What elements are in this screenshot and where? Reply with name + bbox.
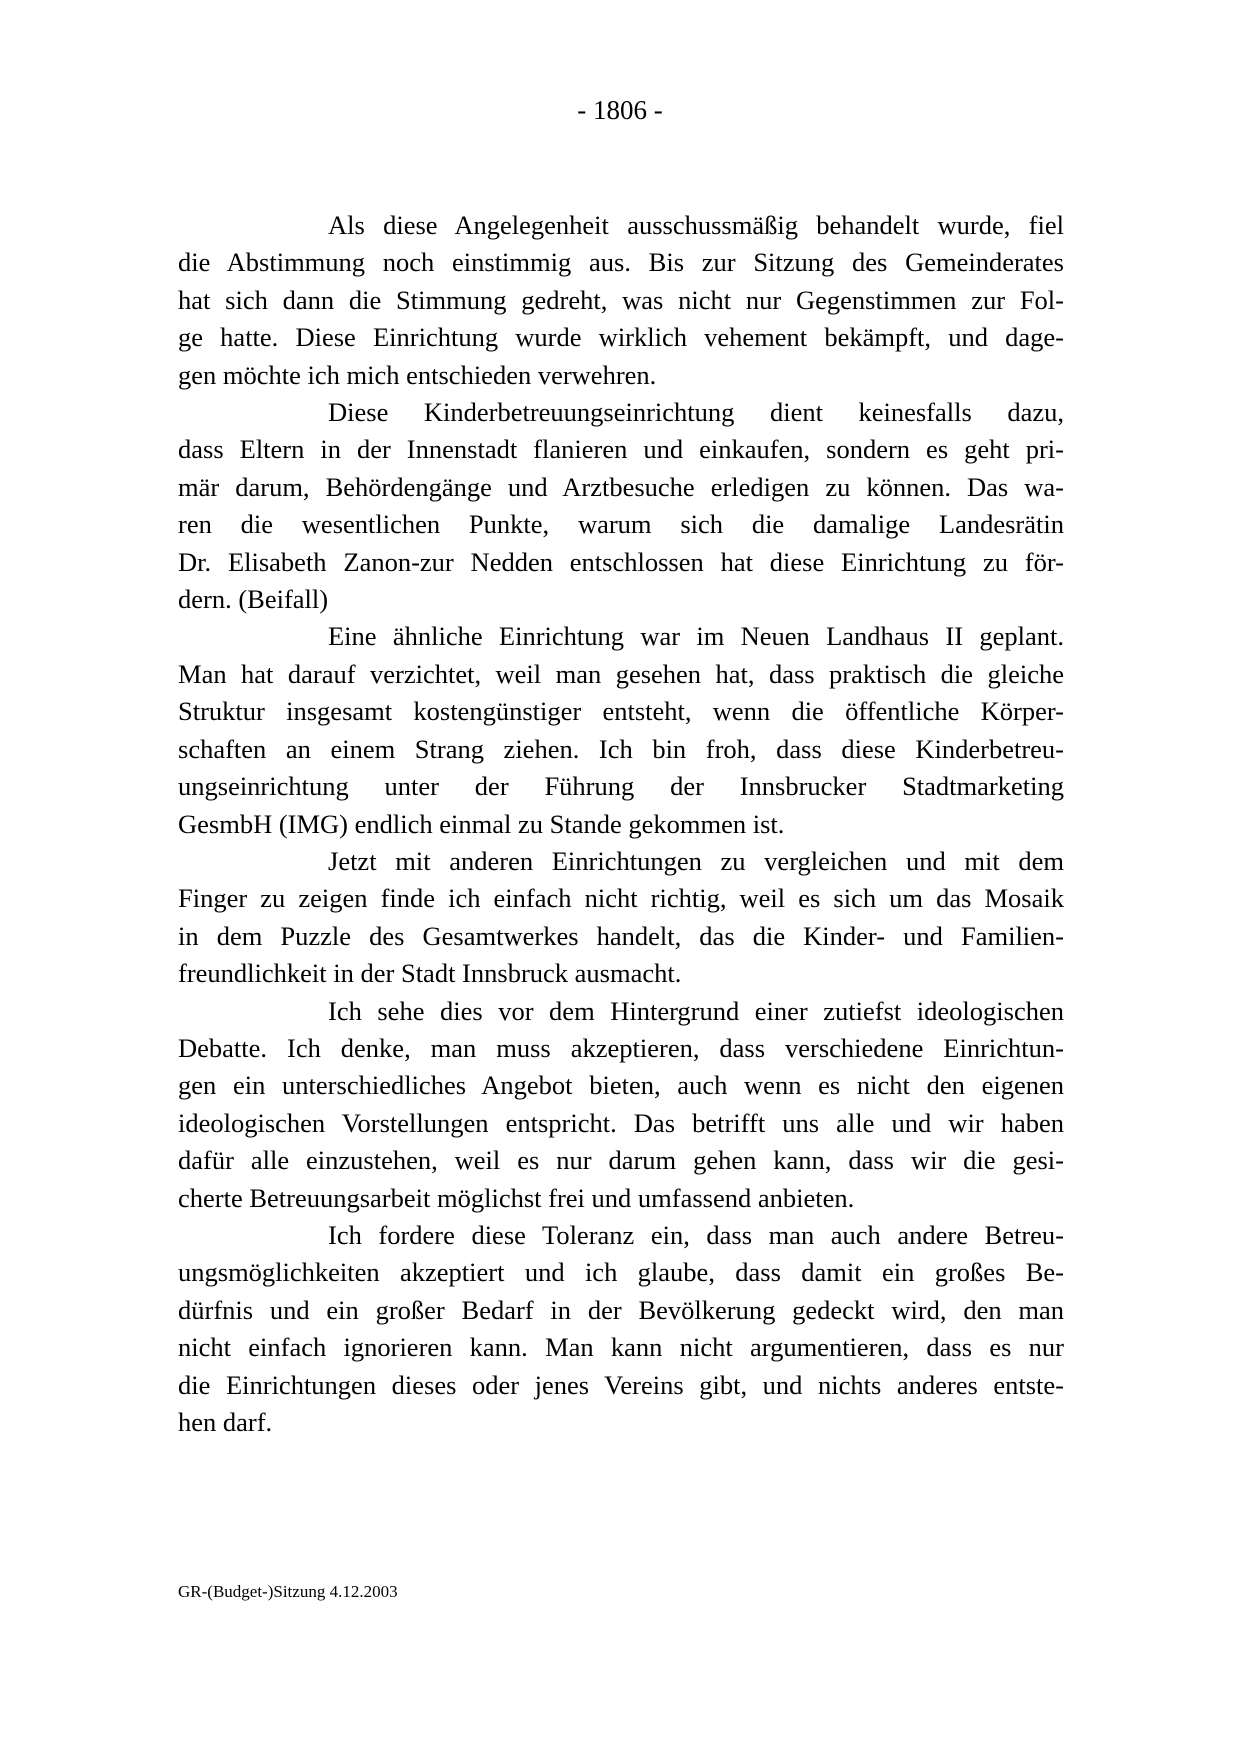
text-line: freundlichkeit in der Stadt Innsbruck ausmacht. bbox=[178, 958, 682, 989]
text-line: gen möchte ich mich entschieden verwehren. bbox=[178, 359, 657, 390]
body-text bbox=[178, 207, 1064, 1441]
text-line: dafür alle einzustehen, weil es nur darum gehen kann, dass wir die gesi- bbox=[178, 1145, 1064, 1176]
paragraph bbox=[178, 618, 1064, 842]
text-line: Eine ähnliche Einrichtung war im Neuen Landhaus II geplant. bbox=[328, 621, 1064, 652]
text-line: dürfnis und ein großer Bedarf in der Bevölkerung gedeckt wird, den man bbox=[178, 1294, 1064, 1325]
paragraph bbox=[178, 843, 1064, 993]
text-line: Ich fordere diese Toleranz ein, dass man auch andere Betreu- bbox=[328, 1219, 1064, 1250]
text-line: schaften an einem Strang ziehen. Ich bin froh, dass diese Kinderbetreu- bbox=[178, 733, 1064, 764]
footer-session-label: GR-(Budget-)Sitzung 4.12.2003 bbox=[178, 1582, 398, 1601]
text-line: Als diese Angelegenheit ausschussmäßig behandelt wurde, fiel bbox=[328, 210, 1064, 240]
text-line: nicht einfach ignorieren kann. Man kann nicht argumentieren, dass es nur bbox=[178, 1332, 1064, 1363]
text-line: ge hatte. Diese Einrichtung wurde wirklich vehement bekämpft, und dage- bbox=[178, 322, 1064, 353]
text-line: ungseinrichtung unter der Führung der Innsbrucker Stadtmarketing bbox=[178, 771, 1064, 802]
text-line: dass Eltern in der Innenstadt flanieren und einkaufen, sondern es geht pri- bbox=[178, 434, 1064, 465]
text-line: Diese Kinderbetreuungseinrichtung dient keinesfalls dazu, bbox=[328, 397, 1064, 428]
text-line: dern. (Beifall) bbox=[178, 584, 329, 615]
text-line: cherte Betreuungsarbeit möglichst frei und umfassend anbieten. bbox=[178, 1182, 855, 1213]
paragraph bbox=[178, 993, 1064, 1217]
text-line: Man hat darauf verzichtet, weil man gesehen hat, dass praktisch die gleiche bbox=[178, 658, 1064, 689]
text-line: hat sich dann die Stimmung gedreht, was nicht nur Gegenstimmen zur Fol- bbox=[178, 284, 1064, 315]
text-line: ideologischen Vorstellungen entspricht. Das betrifft uns alle und wir haben bbox=[178, 1107, 1064, 1138]
text-line: mär darum, Behördengänge und Arztbesuche erledigen zu können. Das wa- bbox=[178, 471, 1064, 502]
text-line: Struktur insgesamt kostengünstiger entsteht, wenn die öffentliche Körper- bbox=[178, 696, 1064, 727]
text-line: die Abstimmung noch einstimmig aus. Bis zur Sitzung des Gemeinderates bbox=[178, 247, 1064, 278]
text-line: Ich sehe dies vor dem Hintergrund einer zutiefst ideologischen bbox=[328, 995, 1064, 1026]
text-line: die Einrichtungen dieses oder jenes Vereins gibt, und nichts anderes entste- bbox=[178, 1369, 1064, 1400]
text-line: ren die wesentlichen Punkte, warum sich die damalige Landesrätin bbox=[178, 509, 1064, 540]
text-line: Dr. Elisabeth Zanon-zur Nedden entschlossen hat diese Einrichtung zu för- bbox=[178, 546, 1064, 577]
text-line: Finger zu zeigen finde ich einfach nicht richtig, weil es sich um das Mosaik bbox=[178, 883, 1064, 914]
page-number: - 1806 - bbox=[577, 95, 663, 125]
text-line: hen darf. bbox=[178, 1407, 273, 1437]
text-line: in dem Puzzle des Gesamtwerkes handelt, das die Kinder- und Familien- bbox=[178, 920, 1064, 951]
paragraph bbox=[178, 394, 1064, 618]
text-line: GesmbH (IMG) endlich einmal zu Stande gekommen ist. bbox=[178, 808, 785, 839]
text-line: Jetzt mit anderen Einrichtungen zu vergleichen und mit dem bbox=[328, 845, 1064, 876]
text-line: Debatte. Ich denke, man muss akzeptieren, dass verschiedene Einrichtun- bbox=[178, 1032, 1064, 1063]
text-line: ungsmöglichkeiten akzeptiert und ich glaube, dass damit ein großes Be- bbox=[178, 1257, 1064, 1288]
paragraph bbox=[178, 207, 1064, 394]
paragraph bbox=[178, 1217, 1064, 1441]
text-line: gen ein unterschiedliches Angebot bieten, auch wenn es nicht den eigenen bbox=[178, 1070, 1064, 1101]
